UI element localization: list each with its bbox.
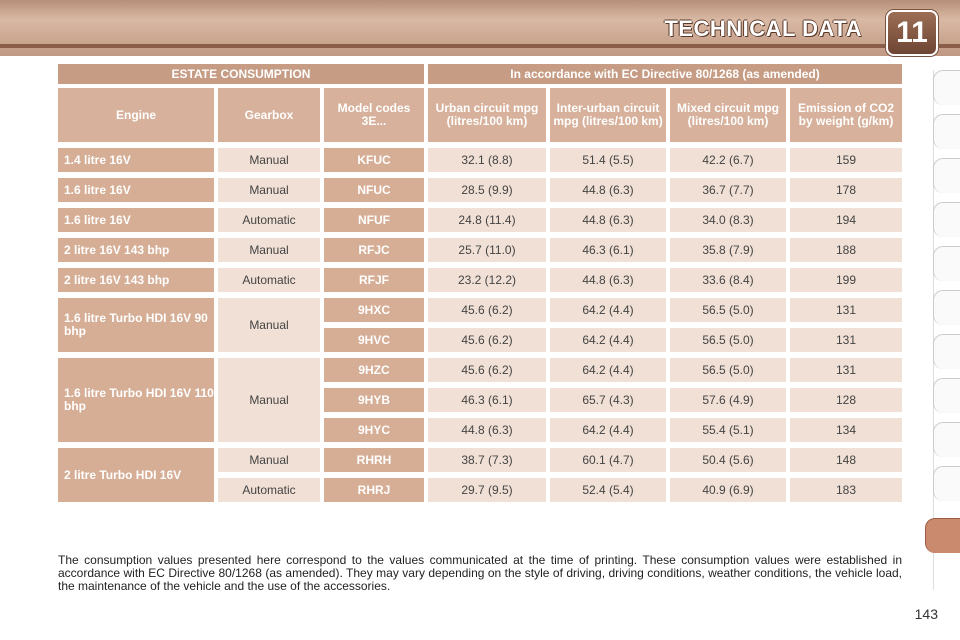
inter-urban-value-cell: 44.8 (6.3)	[550, 178, 666, 202]
gearbox-cell: Manual	[218, 238, 320, 262]
side-tab[interactable]	[933, 114, 960, 149]
model-code-cell: RHRJ	[324, 478, 424, 502]
urban-value-cell: 29.7 (9.5)	[428, 478, 546, 502]
side-tab-active[interactable]	[925, 518, 960, 553]
column-header-gearbox: Gearbox	[218, 88, 320, 142]
inter-urban-value-cell: 64.2 (4.4)	[550, 358, 666, 382]
gearbox-cell: Automatic	[218, 478, 320, 502]
inter-urban-value-cell: 44.8 (6.3)	[550, 268, 666, 292]
emission-value-cell: 183	[790, 478, 902, 502]
side-tab[interactable]	[933, 70, 960, 105]
engine-cell: 1.4 litre 16V	[58, 148, 214, 172]
emission-value-cell: 134	[790, 418, 902, 442]
gearbox-cell: Manual	[218, 298, 320, 352]
emission-value-cell: 178	[790, 178, 902, 202]
gearbox-cell: Manual	[218, 178, 320, 202]
inter-urban-value-cell: 65.7 (4.3)	[550, 388, 666, 412]
gearbox-cell: Automatic	[218, 208, 320, 232]
inter-urban-value-cell: 52.4 (5.4)	[550, 478, 666, 502]
urban-value-cell: 45.6 (6.2)	[428, 298, 546, 322]
column-header-mixed: Mixed circuit mpg (litres/100 km)	[670, 88, 786, 142]
urban-value-cell: 24.8 (11.4)	[428, 208, 546, 232]
gearbox-cell: Manual	[218, 148, 320, 172]
emission-value-cell: 148	[790, 448, 902, 472]
model-code-cell: 9HYB	[324, 388, 424, 412]
engine-cell: 1.6 litre Turbo HDI 16V 110 bhp	[58, 358, 214, 442]
side-tab[interactable]	[933, 202, 960, 237]
model-code-cell: 9HYC	[324, 418, 424, 442]
mixed-value-cell: 36.7 (7.7)	[670, 178, 786, 202]
footnote-text: The consumption values presented here correspond to the values communicated at the time of printing. These consumption values were established in accordance with EC Directive 80/1268 (as amended). They may vary depending on the style of driving, driving conditions, weather conditions, the vehicle load, the maintenance of the vehicle and the use of the accessories.	[58, 553, 902, 593]
engine-cell: 1.6 litre Turbo HDI 16V 90 bhp	[58, 298, 214, 352]
mixed-value-cell: 56.5 (5.0)	[670, 328, 786, 352]
inter-urban-value-cell: 64.2 (4.4)	[550, 298, 666, 322]
model-code-cell: NFUF	[324, 208, 424, 232]
urban-value-cell: 32.1 (8.8)	[428, 148, 546, 172]
mixed-value-cell: 40.9 (6.9)	[670, 478, 786, 502]
side-tab[interactable]	[933, 466, 960, 501]
column-header-model-codes: Model codes 3E...	[324, 88, 424, 142]
page-title: TECHNICAL DATA	[664, 16, 862, 41]
side-tab[interactable]	[933, 158, 960, 193]
mixed-value-cell: 50.4 (5.6)	[670, 448, 786, 472]
gearbox-cell: Manual	[218, 358, 320, 442]
gearbox-cell: Automatic	[218, 268, 320, 292]
side-tab[interactable]	[933, 246, 960, 281]
emission-value-cell: 128	[790, 388, 902, 412]
urban-value-cell: 46.3 (6.1)	[428, 388, 546, 412]
model-code-cell: RFJF	[324, 268, 424, 292]
urban-value-cell: 38.7 (7.3)	[428, 448, 546, 472]
page-header	[0, 0, 960, 56]
side-tab[interactable]	[933, 334, 960, 369]
chapter-badge: 11	[886, 10, 938, 56]
mixed-value-cell: 34.0 (8.3)	[670, 208, 786, 232]
inter-urban-value-cell: 44.8 (6.3)	[550, 208, 666, 232]
side-tab[interactable]	[933, 290, 960, 325]
side-tab-strip	[933, 70, 960, 590]
model-code-cell: RHRH	[324, 448, 424, 472]
urban-value-cell: 44.8 (6.3)	[428, 418, 546, 442]
inter-urban-value-cell: 64.2 (4.4)	[550, 328, 666, 352]
inter-urban-value-cell: 46.3 (6.1)	[550, 238, 666, 262]
mixed-value-cell: 57.6 (4.9)	[670, 388, 786, 412]
side-tab[interactable]	[933, 422, 960, 457]
engine-cell: 2 litre 16V 143 bhp	[58, 238, 214, 262]
side-tab[interactable]	[933, 378, 960, 413]
model-code-cell: RFJC	[324, 238, 424, 262]
model-code-cell: 9HVC	[324, 328, 424, 352]
emission-value-cell: 131	[790, 328, 902, 352]
page-number: 143	[914, 606, 938, 622]
mixed-value-cell: 56.5 (5.0)	[670, 358, 786, 382]
column-header-engine: Engine	[58, 88, 214, 142]
inter-urban-value-cell: 51.4 (5.5)	[550, 148, 666, 172]
model-code-cell: NFUC	[324, 178, 424, 202]
engine-cell: 2 litre 16V 143 bhp	[58, 268, 214, 292]
engine-cell: 2 litre Turbo HDI 16V	[58, 448, 214, 502]
urban-value-cell: 28.5 (9.9)	[428, 178, 546, 202]
urban-value-cell: 45.6 (6.2)	[428, 328, 546, 352]
emission-value-cell: 188	[790, 238, 902, 262]
mixed-value-cell: 55.4 (5.1)	[670, 418, 786, 442]
model-code-cell: 9HXC	[324, 298, 424, 322]
engine-cell: 1.6 litre 16V	[58, 208, 214, 232]
mixed-value-cell: 56.5 (5.0)	[670, 298, 786, 322]
section-title-directive: In accordance with EC Directive 80/1268 (as amended)	[428, 64, 902, 84]
urban-value-cell: 23.2 (12.2)	[428, 268, 546, 292]
emission-value-cell: 131	[790, 298, 902, 322]
mixed-value-cell: 35.8 (7.9)	[670, 238, 786, 262]
column-header-urban: Urban circuit mpg (litres/100 km)	[428, 88, 546, 142]
engine-cell: 1.6 litre 16V	[58, 178, 214, 202]
emission-value-cell: 159	[790, 148, 902, 172]
urban-value-cell: 45.6 (6.2)	[428, 358, 546, 382]
section-title-estate: ESTATE CONSUMPTION	[58, 64, 424, 84]
gearbox-cell: Manual	[218, 448, 320, 472]
inter-urban-value-cell: 64.2 (4.4)	[550, 418, 666, 442]
mixed-value-cell: 33.6 (8.4)	[670, 268, 786, 292]
model-code-cell: 9HZC	[324, 358, 424, 382]
emission-value-cell: 131	[790, 358, 902, 382]
emission-value-cell: 199	[790, 268, 902, 292]
emission-value-cell: 194	[790, 208, 902, 232]
mixed-value-cell: 42.2 (6.7)	[670, 148, 786, 172]
model-code-cell: KFUC	[324, 148, 424, 172]
column-header-emission: Emission of CO2 by weight (g/km)	[790, 88, 902, 142]
column-header-inter-urban: Inter-urban circuit mpg (litres/100 km)	[550, 88, 666, 142]
urban-value-cell: 25.7 (11.0)	[428, 238, 546, 262]
header-divider	[0, 44, 960, 48]
inter-urban-value-cell: 60.1 (4.7)	[550, 448, 666, 472]
